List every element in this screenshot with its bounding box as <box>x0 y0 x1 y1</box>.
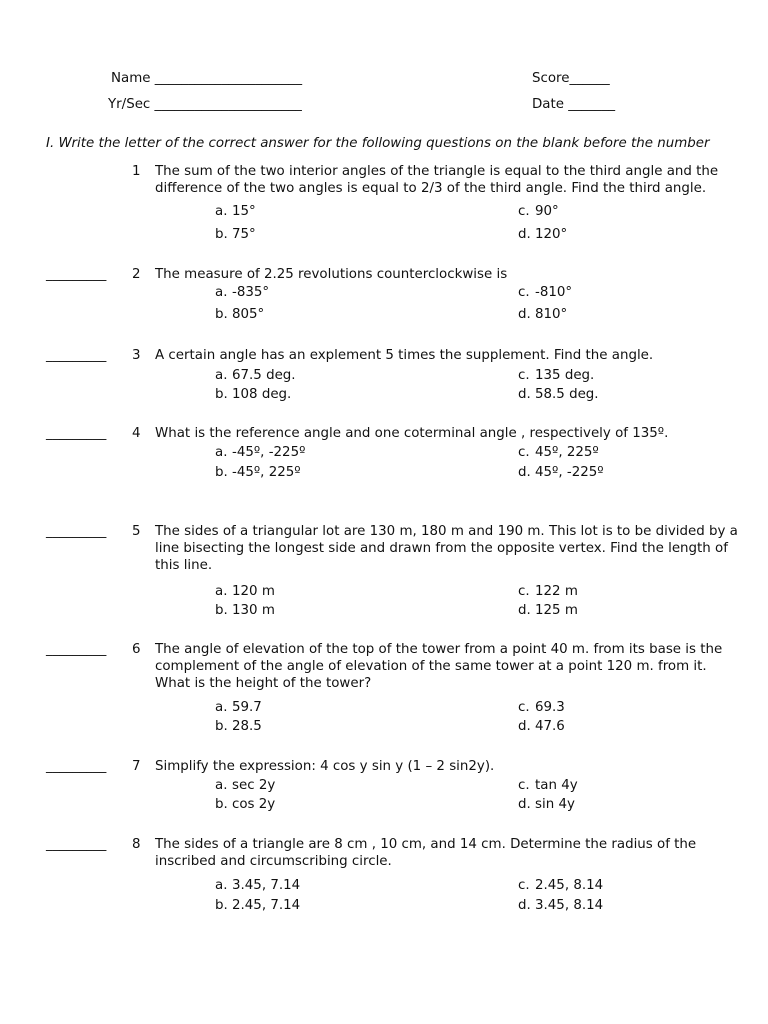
option-text: -45º, 225º <box>232 465 301 480</box>
option-d <box>518 796 575 813</box>
option-letter: d. <box>518 465 531 480</box>
option-letter: d. <box>518 227 531 242</box>
option-a <box>215 583 275 600</box>
question-text: A certain angle has an explement 5 times the supplement. Find the angle. <box>155 348 654 363</box>
option-text: 122 m <box>535 584 578 599</box>
option-letter: d. <box>518 387 531 402</box>
question-text: Simplify the expression: 4 cos y sin y (1 – 2 sin2y). <box>155 759 495 774</box>
option-text: 3.45, 7.14 <box>232 878 301 893</box>
option-letter: a. <box>215 368 228 383</box>
option-a <box>215 777 275 794</box>
option-a <box>215 699 262 716</box>
option-letter: d. <box>518 307 531 322</box>
option-text: 135 deg. <box>535 368 595 383</box>
option-text: cos 2y <box>232 797 276 812</box>
option-letter: a. <box>215 778 228 793</box>
option-b <box>215 226 256 243</box>
option-letter: b. <box>215 465 228 480</box>
option-text: 120 m <box>232 584 275 599</box>
option-letter: c. <box>518 878 530 893</box>
option-d <box>518 897 603 914</box>
option-letter: d. <box>518 797 531 812</box>
option-letter: b. <box>215 898 228 913</box>
option-c <box>518 699 565 716</box>
option-text: 28.5 <box>232 719 262 734</box>
question-number: 5 <box>132 524 141 539</box>
question-number: 7 <box>132 759 141 774</box>
option-text: 67.5 deg. <box>232 368 296 383</box>
name-field-label: Name ______________________ <box>111 71 303 86</box>
question-number: 1 <box>132 164 141 179</box>
option-letter: b. <box>215 797 228 812</box>
option-text: -45º, -225º <box>232 445 306 460</box>
option-a <box>215 877 300 894</box>
option-text: sec 2y <box>232 778 276 793</box>
option-text: 2.45, 7.14 <box>232 898 301 913</box>
score-field-label: Score______ <box>532 71 610 86</box>
option-b <box>215 796 275 813</box>
option-d <box>518 226 567 243</box>
option-b <box>215 718 262 735</box>
answer-blank[interactable]: _________ <box>46 759 107 774</box>
option-letter: b. <box>215 603 228 618</box>
option-letter: c. <box>518 445 530 460</box>
question-text: The sides of a triangle are 8 cm , 10 cm, and 14 cm. Determine the radius of the inscribed and circumscribing circle. <box>155 837 697 869</box>
question-number: 2 <box>132 267 141 282</box>
option-letter: d. <box>518 603 531 618</box>
answer-blank[interactable]: _________ <box>46 267 107 282</box>
option-text: 90° <box>535 204 559 219</box>
option-c <box>518 367 594 384</box>
answer-blank[interactable]: _________ <box>46 524 107 539</box>
option-c <box>518 203 559 220</box>
option-text: 58.5 deg. <box>535 387 599 402</box>
question-text: The sides of a triangular lot are 130 m, 180 m and 190 m. This lot is to be divided by a line bisecting the longest side and drawn from the opposite vertex. Find the length of this line. <box>155 524 738 573</box>
option-letter: d. <box>518 719 531 734</box>
option-a <box>215 203 256 220</box>
option-letter: b. <box>215 227 228 242</box>
question-number: 6 <box>132 642 141 657</box>
option-d <box>518 602 578 619</box>
option-text: 2.45, 8.14 <box>535 878 604 893</box>
option-d <box>518 386 599 403</box>
option-text: 810° <box>535 307 568 322</box>
option-letter: c. <box>518 584 530 599</box>
question-number: 8 <box>132 837 141 852</box>
question-number: 3 <box>132 348 141 363</box>
option-text: tan 4y <box>535 778 578 793</box>
option-d <box>518 306 567 323</box>
option-letter: a. <box>215 584 228 599</box>
option-text: sin 4y <box>535 797 575 812</box>
question-text: The sum of the two interior angles of the triangle is equal to the third angle and the difference of the two angles is equal to 2/3 of the third angle. Find the third angle. <box>155 164 719 196</box>
option-d <box>518 718 565 735</box>
option-c <box>518 284 572 301</box>
option-text: 805° <box>232 307 265 322</box>
option-text: 59.7 <box>232 700 262 715</box>
option-letter: b. <box>215 387 228 402</box>
option-a <box>215 284 269 301</box>
option-b <box>215 306 264 323</box>
option-letter: c. <box>518 204 530 219</box>
option-text: 15° <box>232 204 256 219</box>
answer-blank[interactable]: _________ <box>46 837 107 852</box>
option-letter: b. <box>215 719 228 734</box>
option-letter: a. <box>215 204 228 219</box>
answer-blank[interactable]: _________ <box>46 642 107 657</box>
option-c <box>518 777 578 794</box>
question-text: What is the reference angle and one coterminal angle , respectively of 135º. <box>155 426 669 441</box>
option-letter: b. <box>215 307 228 322</box>
option-a <box>215 367 296 384</box>
option-letter: c. <box>518 368 530 383</box>
option-text: 69.3 <box>535 700 565 715</box>
yrsec-field-label: Yr/Sec ______________________ <box>108 97 302 112</box>
option-text: 45º, 225º <box>535 445 599 460</box>
answer-blank[interactable]: _________ <box>46 348 107 363</box>
option-text: 120° <box>535 227 568 242</box>
option-letter: a. <box>215 445 228 460</box>
option-d <box>518 464 604 481</box>
option-letter: a. <box>215 285 228 300</box>
date-field-label: Date _______ <box>532 97 616 112</box>
option-text: 108 deg. <box>232 387 292 402</box>
option-c <box>518 583 578 600</box>
answer-blank[interactable]: _________ <box>46 426 107 441</box>
option-text: 125 m <box>535 603 578 618</box>
option-text: 75° <box>232 227 256 242</box>
question-text: The angle of elevation of the top of the tower from a point 40 m. from its base is the complement of the angle of elevation of the same tower at a point 120 m. from it. What is the height of the tower? <box>155 642 723 691</box>
question-text: The measure of 2.25 revolutions counterclockwise is <box>155 267 508 282</box>
option-letter: c. <box>518 700 530 715</box>
option-text: -810° <box>535 285 573 300</box>
option-text: 47.6 <box>535 719 565 734</box>
option-letter: a. <box>215 878 228 893</box>
instructions: I. Write the letter of the correct answer for the following questions on the blank before the number <box>46 136 710 151</box>
option-b <box>215 464 301 481</box>
option-a <box>215 444 305 461</box>
question-number: 4 <box>132 426 141 441</box>
option-b <box>215 897 300 914</box>
option-letter: c. <box>518 778 530 793</box>
option-b <box>215 602 275 619</box>
option-text: 130 m <box>232 603 275 618</box>
option-b <box>215 386 291 403</box>
option-letter: d. <box>518 898 531 913</box>
option-letter: a. <box>215 700 228 715</box>
option-letter: c. <box>518 285 530 300</box>
option-text: 45º, -225º <box>535 465 604 480</box>
option-c <box>518 877 603 894</box>
option-text: 3.45, 8.14 <box>535 898 604 913</box>
option-text: -835° <box>232 285 270 300</box>
option-c <box>518 444 599 461</box>
